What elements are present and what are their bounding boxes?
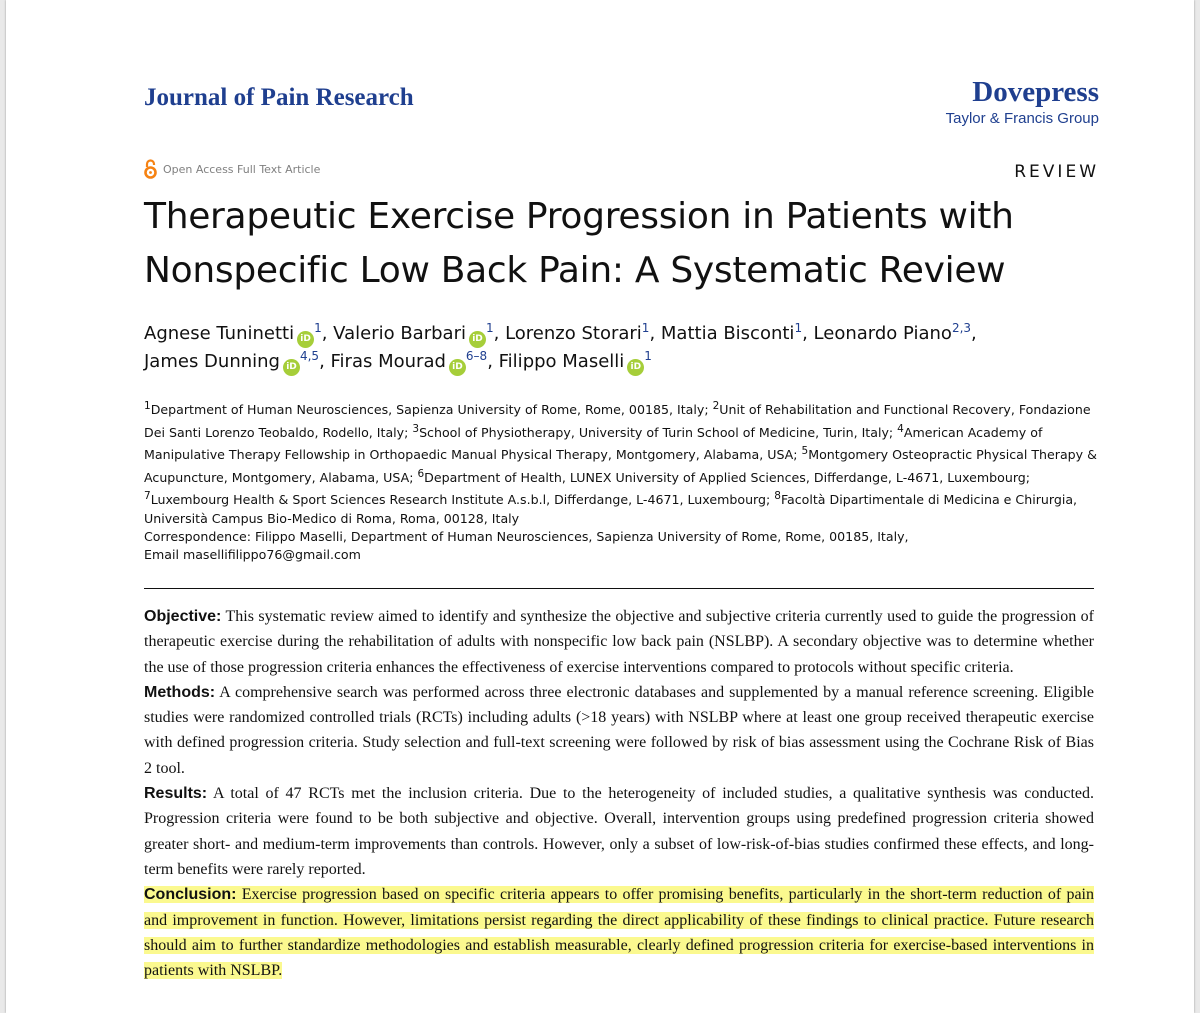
author-name[interactable]: Lorenzo Storari	[505, 323, 642, 344]
author-separator: ,	[802, 323, 814, 344]
article-type: REVIEW	[1014, 162, 1099, 182]
affiliation-ref[interactable]: 1	[641, 321, 650, 335]
conclusion-label: Conclusion:	[144, 886, 237, 904]
title-line-1: Therapeutic Exercise Progression in Patients with	[144, 196, 1014, 237]
orcid-icon[interactable]: iD	[283, 359, 300, 376]
article-title	[144, 190, 1104, 298]
author-separator: ,	[649, 323, 661, 344]
author-name[interactable]: Valerio Barbari	[333, 323, 466, 344]
affiliation-text: Department of Human Neurosciences, Sapienza University of Rome, Rome, 00185, Italy;	[150, 402, 713, 418]
section-divider	[144, 588, 1094, 589]
orcid-icon[interactable]: iD	[627, 359, 644, 376]
author-separator: ,	[321, 323, 334, 344]
publisher-name: Dovepress	[972, 76, 1099, 108]
author-separator: ,	[319, 351, 331, 372]
affiliation-text: American Academy of Manipulative Therapy Fellowship in Orthopaedic Manual Physical Therapy, Montgomery, Alabama, USA;	[144, 424, 1043, 463]
author-name[interactable]: Mattia Bisconti	[660, 323, 795, 344]
open-access-icon	[144, 159, 157, 179]
affiliation-text: Luxembourg Health & Sport Sciences Research Institute A.s.b.l, Differdange, L-4671, Luxembourg;	[150, 492, 775, 508]
methods-text: A comprehensive search was performed across three electronic databases and supplemented by a manual reference screening. Eligible studies were randomized controlled trials (RCTs) including adults (>18 years) with NSLBP where at least one group received therapeutic exercise with defined progression criteria. Study selection and full-text screening were followed by risk of bias assessment using the Cochrane Risk of Bias 2 tool.	[144, 683, 1094, 777]
abstract-results	[144, 781, 1094, 882]
affiliation-ref[interactable]: 1	[794, 321, 803, 335]
correspondence-email[interactable]: Email masellifilippo76@gmail.com	[144, 547, 361, 563]
affiliation-ref[interactable]: 2,3	[951, 321, 972, 335]
author-name[interactable]: James Dunning	[144, 351, 280, 372]
affiliations-text	[144, 397, 1100, 528]
author-separator: ,	[971, 323, 977, 344]
author-name[interactable]: Agnese Tuninetti	[144, 323, 295, 344]
orcid-icon[interactable]: iD	[297, 331, 314, 348]
conclusion-text: Exercise progression based on specific criteria appears to offer promising benefits, particularly in the short-term reduction of pain and improvement in function. However, limitations persist regarding the direct applicability of these findings to clinical practice. Future research should aim to further standardize methodologies and establish measurable, clearly defined progression criteria for exercise-based interventions in patients with NSLBP.	[144, 886, 1095, 980]
affiliation-text: Facoltà Dipartimentale di Medicina e Chirurgia, Università Campus Bio-Medico di Roma, Roma, 00128, Italy	[144, 492, 1078, 526]
correspondence	[144, 528, 1100, 565]
affiliation-ref[interactable]: 6–8	[465, 349, 488, 363]
affiliation-text: Montgomery Osteopractic Physical Therapy & Acupuncture, Montgomery, Alabama, USA;	[144, 447, 1097, 485]
affiliation-ref[interactable]: 1	[644, 349, 652, 363]
affiliation-text: Department of Health, LUNEX University of Applied Sciences, Differdange, L-4671, Luxembourg;	[424, 469, 1031, 485]
abstract-conclusion	[144, 882, 1094, 983]
author-list	[144, 320, 1104, 376]
author-name[interactable]: Filippo Maselli	[498, 351, 625, 372]
methods-label: Methods:	[144, 683, 216, 701]
article-page	[6, 0, 1194, 1013]
publisher-group: Taylor & Francis Group	[945, 110, 1099, 127]
publisher-logo[interactable]	[946, 76, 1099, 127]
open-access-label: Open Access Full Text Article	[163, 162, 321, 176]
affiliation-number: 3	[412, 422, 420, 435]
affiliation-text: School of Physiotherapy, University of Turin School of Medicine, Turin, Italy;	[419, 424, 898, 440]
author-name[interactable]: Leonardo Piano	[813, 323, 952, 344]
affiliation-number: 2	[712, 400, 720, 412]
affiliation-ref[interactable]: 1	[314, 321, 322, 335]
objective-label: Objective:	[144, 608, 222, 625]
correspondence-address: Correspondence: Filippo Maselli, Department of Human Neurosciences, Sapienza University of Rome, Rome, 00185, Italy,	[144, 529, 909, 544]
abstract-methods	[144, 680, 1094, 781]
affiliation-number: 4	[897, 422, 904, 435]
affiliation-number: 1	[144, 400, 151, 412]
title-line-2: Nonspecific Low Back Pain: A Systematic Review	[144, 250, 1006, 291]
abstract-objective	[144, 604, 1094, 680]
orcid-icon[interactable]: iD	[469, 331, 486, 348]
journal-name[interactable]: Journal of Pain Research	[144, 84, 414, 111]
affiliation-text: Unit of Rehabilitation and Functional Recovery, Fondazione Dei Santi Lorenzo Teobaldo, Rodello, Italy;	[144, 402, 1091, 440]
abstract	[144, 604, 1094, 983]
results-label: Results:	[144, 785, 208, 803]
objective-text: This systematic review aimed to identify and synthesize the objective and subjective criteria currently used to guide the progression of therapeutic exercise during the rehabilitation of adults with nonspecific low back pain (NSLBP). A secondary objective was to determine whether the use of those progression criteria enhances the effectiveness of exercise interventions compared to protocols without specific criteria.	[144, 608, 1095, 676]
affiliation-number: 7	[144, 490, 151, 503]
affiliations	[144, 397, 1100, 528]
orcid-icon[interactable]: iD	[449, 359, 466, 376]
affiliation-ref[interactable]: 4,5	[299, 349, 320, 363]
author-separator: ,	[487, 351, 499, 372]
open-access-badge	[144, 159, 320, 179]
affiliation-number: 8	[774, 490, 781, 503]
author-name[interactable]: Firas Mourad	[330, 351, 446, 372]
affiliation-number: 6	[417, 467, 425, 480]
results-text: A total of 47 RCTs met the inclusion criteria. Due to the heterogeneity of included studies, a qualitative synthesis was conducted. Progression criteria were found to be both subjective and objective. Overall, intervention groups using predefined progression criteria showed greater short- and medium-term improvements than controls. However, only a subset of low-risk-of-bias studies confirmed these effects, and long-term benefits were rarely reported.	[144, 785, 1095, 878]
affiliation-number: 5	[801, 445, 809, 458]
author-separator: ,	[493, 323, 506, 344]
affiliation-ref[interactable]: 1	[485, 321, 494, 335]
